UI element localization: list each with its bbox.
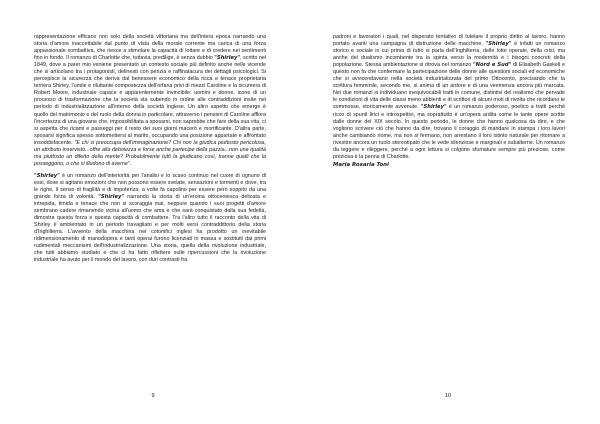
- right-text-column: [333, 34, 565, 169]
- book-title-shirley: "Shirley": [214, 55, 241, 62]
- left-p1-text-3: .: [129, 160, 132, 167]
- left-p1-text-2: , scritto nel 1849, dove a parer mio veniene presentato un contesto sociale più definito anche nelle vicende che si articolano tra i protagonisti, delineati con perizia e raffinatacura dei dettagli psicologici. Si percepisce la sicurezza che deriva dal benessere economico della ricca e tenace proprietaria terriera Shirley, l'umile e riluttante compostezza dell'orfana privi di mezzi Caroline e la sicumera di Robert Moore, industriale capace e apparentemente invincibile: uomini e donne, icone di un processo di trasformazione che la società sta subendo in ordine alle contraddizioni insite nel periodo di industrializzazione all'interno della società inglese. Un altro aspetto che emerge è quello del matrimonio e del ruolo della donna in particolare, attraverso i pensieri di Caroline afflora l'incertezza di una giovane che, impossibilitata a sposarsi, non saprebbe che fare della sua vita, ci si aspetta che ricami e passeggi per il resto dei suoi giorni macerò e mortificante. D'altra parte, sposarsi significa spesso sottomettersi al marito, occupando una posizione appartate e affrontato insoddisfacente.: [34, 55, 266, 146]
- book-title-shirley: "Shirley": [420, 104, 447, 111]
- book-title-nord-e-sud: "Nord e Sud": [472, 62, 512, 69]
- book-title-shirley: "Shirley": [34, 172, 60, 179]
- left-paragraph-1: [34, 34, 266, 168]
- left-page-number: 9: [151, 393, 155, 399]
- left-text-column: [34, 34, 266, 265]
- right-paragraph-1: [333, 34, 565, 161]
- book-title-shirley: "Shirley": [98, 194, 125, 201]
- left-p1-text-1: rappresentazione efficace non solo della società vittoriana ma dell'intera epoca narrando una storia d'amore inaccettabile dal punto di vista della morale corrente ma carica di una forza appassionate combattiva, che riesce a stimolare la capacità di lottare e di credere nei sentimenti fino in fondo. Il romanzo di Charlotte che, tuttavia, predilige, è senza dubbio: [34, 34, 266, 62]
- right-p1-text-1: padroni e lavoratori i quali, nel disperato tentativo di tutelare il proprio diritto al lavoro, hanno portato avanti una campagna di distruzione delle macchine.: [333, 34, 565, 48]
- left-paragraph-2: [34, 173, 266, 265]
- right-p1-text-2: è infatti un romanzo storico e sociale in cui prima di tutto si parla dell'Inghilterra, delle lotte operaie, della crisi, ma anche del dualismo incombente tra la spinta verso la modernità e i bisogni concreti della popolazione. Stessa ambientazione si ritrova nel romanzo: [333, 41, 565, 69]
- book-title-shirley: "Shirley": [485, 41, 512, 48]
- italic-quote: "E chi si preoccupa dell'immaginazione? Chi non la giudica piuttosto pericolosa, un attributo inservisto...offre alla debolezza e forse anche partecipe della pazzia...non una qualità ma piuttosto un difetto della mente? Probabilmente tutti la giudicano così, tranne quelli che la posseggono, o che si illudono di averne": [34, 139, 266, 167]
- left-p2-text-2: narrando la storia di un'eroina ottocentesca delicata e intrepida, timida e tenace che non si scoraggia mai, neppure quando i suoi progetti d'amore sembrano cadere rimanendo vicina all'uomo che ama e che sarà conquistato dalla sua fedeltà, dimostra questa forza e questa capacità di combattere. Tra l'altro tutto il racconto della vita di Shirley è ambientato in un periodo travagliato e per molti versi contraddittorio della storia d'Inghilterra. L'avvento della macchina nei cotonifici inglesi ha prodotto un inevitabile ridimensionamento di manodopera e tanti operai furono licenziati in massa e sostituiti dai primi rudimentali meccanismi dell'industrializzazione. Una storia, quella della rivoluzione industriale, che tutti abbiamo studiato e che ci ha fatto riflettere sulle ripercussioni che la rivoluzione industriale ha avuto per il mondo del lavoro, con duri contrasti fra: [34, 194, 266, 264]
- author-signature: Maria Rosaria Toni: [333, 161, 389, 168]
- right-p1-text-4: è un romanzo poderoso, poetico a tratti perché ricco di spunti lirici e introspettivi, ma soprattutto è un'opera ardita come le tante opere scritte dalle donne del XIX secolo. In questo periodo, le donne che hanno qualcosa da dire, e che vogliono scrivere ciò che hanno da dire, trovano il coraggio di mandare in stampa i loro lavori anche cambiando nome, ma non si fermano, non arrestano il loro istinto naturale per ritornare a rivestire ancora un ruolo stereotipato che le vede silenziose e marginali e subalterne. Un romanzo da leggere e rileggere, perché a ogni lettura si colgono sfumature sempre più preziose, come preziosa è la penna di Charlotte.: [333, 104, 565, 160]
- right-page-number: 10: [444, 393, 452, 399]
- right-page: [300, 0, 600, 424]
- left-p2-text-1: è un romanzo dell'interiorità per l'analisi e lo scavo continuo nel cuore di ognuno di essi, dove si agitano emozioni che non possono essere svelate, sensazioni e tormenti e dove, tra le righe, il senso di fragilità e di impotenza, a volte fa capolino per essere però soppito da una grande forza di volontà.: [34, 172, 266, 201]
- right-p1-text-3: di Elisabeth Gaskell e questo non fa che confermare la partecipazione delle donne alle questioni sociali ed economiche che si avvicendavano nella società industrializzata del primo Ottocento, precisando che la scrittura femminile, secondo me, si anima di un ardore e di una veemenza ancora più marcata. Nei due romanzi si individuano inequivocabili tratti in comune, distintivi del realismo che pervade le condizioni di vita delle classi meno abbienti e di scrittori di alcuni moti di rivolta che ricordano le sommosse, storicamente avvenute.: [333, 62, 565, 111]
